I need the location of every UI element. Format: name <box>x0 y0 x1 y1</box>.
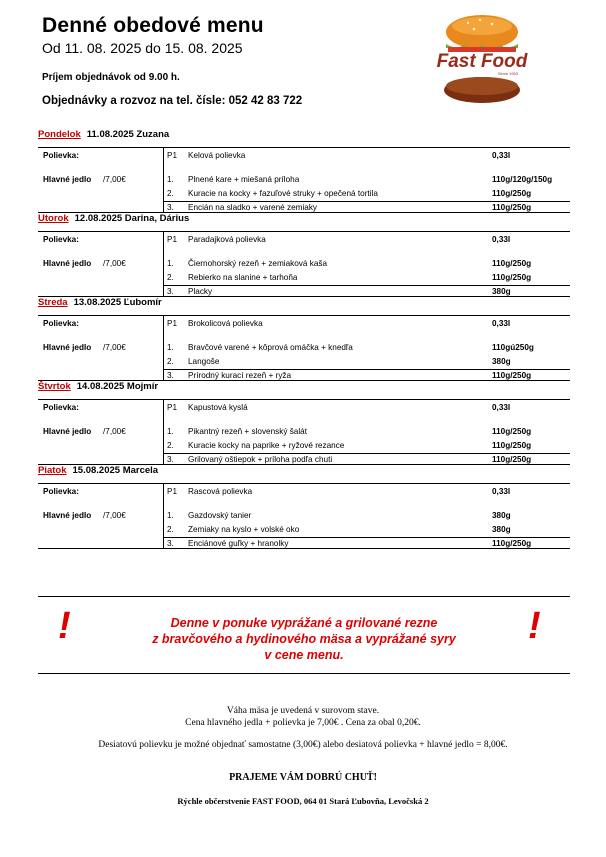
notice-line: Denne v ponuke vyprážané a grilované rezne <box>170 616 438 630</box>
day-menu-table <box>38 147 570 213</box>
main-dish-number: 3. <box>167 539 174 548</box>
soup-label: Polievka: <box>43 487 79 496</box>
main-dish-weight: 110g/250g <box>492 259 532 268</box>
soup-dish: Brokolicová polievka <box>188 319 263 328</box>
main-dish-number: 3. <box>167 455 174 464</box>
soup-label: Polievka: <box>43 235 79 244</box>
main-dish-name: Plnené kare + miešaná príloha <box>188 175 300 184</box>
day-name: Pondelok <box>38 129 81 140</box>
main-dish-name: Rebierko na slanine + tarhoňa <box>188 273 298 282</box>
day-header <box>38 381 570 399</box>
soup-number: P1 <box>167 235 178 244</box>
footer-soup-note: Desiatovú polievku je možné objednať samostatne (3,00€) alebo desiatová polievka + hlavné jedlo = 8,00€. <box>98 740 508 750</box>
row-separator <box>163 453 570 454</box>
column-divider <box>163 316 164 380</box>
fast-food-logo <box>408 12 556 104</box>
day-name: Utorok <box>38 213 69 224</box>
main-dish-name: Langoše <box>188 357 220 366</box>
notice-line: z bravčového a hydinového mäsa a vyprážané syry <box>152 632 456 646</box>
main-label: Hlavné jedlo <box>43 343 92 352</box>
soup-dish: Paradajková polievka <box>188 235 266 244</box>
main-dish-number: 2. <box>167 441 174 450</box>
main-dish-number: 3. <box>167 203 174 212</box>
main-dish-number: 3. <box>167 287 174 296</box>
column-divider <box>163 484 164 548</box>
day-section <box>38 381 570 465</box>
main-dish-weight: 110g/250g <box>492 455 532 464</box>
main-price: /7,00€ <box>103 427 126 436</box>
footer-address: Rýchle občerstvenie FAST FOOD, 064 01 Stará Ľubovňa, Levočská 2 <box>177 796 429 806</box>
main-dish-number: 1. <box>167 343 174 352</box>
main-dish-name: Prírodný kurací rezeň + ryža <box>188 371 292 380</box>
column-divider <box>163 400 164 464</box>
main-dish-weight: 110g/120g/150g <box>492 175 553 184</box>
day-header <box>38 465 570 483</box>
main-dish-number: 2. <box>167 357 174 366</box>
soup-number: P1 <box>167 487 178 496</box>
day-header <box>38 213 570 231</box>
main-dish-weight: 110g/250g <box>492 539 532 548</box>
main-label: Hlavné jedlo <box>43 259 92 268</box>
footer-wish: PRAJEME VÁM DOBRÚ CHUŤ! <box>229 772 377 783</box>
day-header <box>38 297 570 315</box>
soup-volume: 0,33l <box>492 235 511 244</box>
day-section <box>38 213 570 297</box>
main-dish-name: Grilovaný oštiepok + príloha podľa chuti <box>188 455 333 464</box>
main-dish-weight: 380g <box>492 525 511 534</box>
main-dish-number: 2. <box>167 189 174 198</box>
soup-volume: 0,33l <box>492 319 511 328</box>
main-dish-number: 2. <box>167 273 174 282</box>
row-separator <box>163 285 570 286</box>
row-separator <box>163 369 570 370</box>
soup-volume: 0,33l <box>492 487 511 496</box>
main-dish-number: 3. <box>167 371 174 380</box>
main-dish-number: 1. <box>167 511 174 520</box>
main-dish-name: Enciánové guľky + hranolky <box>188 539 289 548</box>
main-dish-weight: 110gú250g <box>492 343 534 352</box>
soup-volume: 0,33l <box>492 151 511 160</box>
soup-number: P1 <box>167 403 178 412</box>
soup-dish: Kapustová kyslá <box>188 403 248 412</box>
notice-text <box>98 615 510 663</box>
footer-price-note: Cena hlavného jedla + polievka je 7,00€ . Cena za obal 0,20€. <box>185 718 421 728</box>
day-date-nameday: 11.08.2025 Zuzana <box>86 129 170 140</box>
main-dish-name: Kuracie kocky na paprike + ryžové rezance <box>188 441 345 450</box>
main-dish-weight: 110g/250g <box>492 273 532 282</box>
main-dish-name: Kuracie na kocky + fazuľové struky + opečená tortila <box>188 189 378 198</box>
main-dish-weight: 110g/250g <box>492 427 532 436</box>
order-phone: Objednávky a rozvoz na tel. čísle: 052 42 83 722 <box>42 95 303 107</box>
main-dish-number: 1. <box>167 427 174 436</box>
main-dish-number: 1. <box>167 259 174 268</box>
main-dish-name: Placky <box>188 287 213 296</box>
main-dish-weight: 110g/250g <box>492 189 532 198</box>
soup-dish: Kelová polievka <box>188 151 246 160</box>
day-menu-table <box>38 399 570 465</box>
main-price: /7,00€ <box>103 259 126 268</box>
day-menu-table <box>38 315 570 381</box>
main-label: Hlavné jedlo <box>43 511 92 520</box>
main-label: Hlavné jedlo <box>43 175 92 184</box>
column-divider <box>163 232 164 296</box>
day-header <box>38 129 570 147</box>
exclamation-icon: ! <box>528 605 541 647</box>
day-date-nameday: 15.08.2025 Marcela <box>72 465 159 476</box>
main-dish-name: Encián na sladko + varené zemiaky <box>188 203 318 212</box>
main-dish-weight: 110g/250g <box>492 441 532 450</box>
logo-text: Fast Food <box>436 51 528 72</box>
main-price: /7,00€ <box>103 343 126 352</box>
main-dish-name: Gazdovský tanier <box>188 511 252 520</box>
soup-volume: 0,33l <box>492 403 511 412</box>
main-dish-weight: 380g <box>492 511 511 520</box>
exclamation-icon: ! <box>58 605 71 647</box>
main-dish-number: 1. <box>167 175 174 184</box>
soup-dish: Rascová polievka <box>188 487 253 496</box>
day-name: Piatok <box>38 465 67 476</box>
notice-line: v cene menu. <box>264 648 344 662</box>
main-dish-name: Čiernohorský rezeň + zemiaková kaša <box>188 259 328 268</box>
main-dish-weight: 380g <box>492 287 511 296</box>
day-name: Štvrtok <box>38 381 71 392</box>
day-section <box>38 129 570 213</box>
main-dish-weight: 110g/250g <box>492 203 532 212</box>
burger-icon <box>408 12 556 104</box>
day-section <box>38 465 570 549</box>
page-title: Denné obedové menu <box>42 14 264 37</box>
soup-label: Polievka: <box>43 151 79 160</box>
column-divider <box>163 148 164 212</box>
soup-number: P1 <box>167 319 178 328</box>
day-name: Streda <box>38 297 68 308</box>
soup-label: Polievka: <box>43 319 79 328</box>
soup-label: Polievka: <box>43 403 79 412</box>
soup-number: P1 <box>167 151 178 160</box>
row-separator <box>163 201 570 202</box>
main-dish-name: Zemiaky na kyslo + volské oko <box>188 525 300 534</box>
main-dish-name: Pikantný rezeň + slovenský šalát <box>188 427 308 436</box>
footer-weight-note: Váha mäsa je uvedená v surovom stave. <box>226 706 380 716</box>
day-menu-table <box>38 231 570 297</box>
day-date-nameday: 13.08.2025 Ľubomír <box>73 297 162 308</box>
daily-offer-notice <box>38 596 570 674</box>
main-label: Hlavné jedlo <box>43 427 92 436</box>
day-menu-table <box>38 483 570 549</box>
main-dish-name: Bravčové varené + kôprová omáčka + knedľa <box>188 343 353 352</box>
orders-time: Príjem objednávok od 9.00 h. <box>42 72 180 83</box>
main-price: /7,00€ <box>103 175 126 184</box>
main-dish-weight: 110g/250g <box>492 371 532 380</box>
day-section <box>38 297 570 381</box>
main-dish-number: 2. <box>167 525 174 534</box>
day-date-nameday: 14.08.2025 Mojmír <box>76 381 159 392</box>
menu-period: Od 11. 08. 2025 do 15. 08. 2025 <box>42 40 243 56</box>
main-dish-weight: 380g <box>492 357 511 366</box>
row-separator <box>163 537 570 538</box>
day-date-nameday: 12.08.2025 Darina, Dárius <box>74 213 190 224</box>
logo-subtext: Since 1993 <box>497 71 519 76</box>
main-price: /7,00€ <box>103 511 126 520</box>
